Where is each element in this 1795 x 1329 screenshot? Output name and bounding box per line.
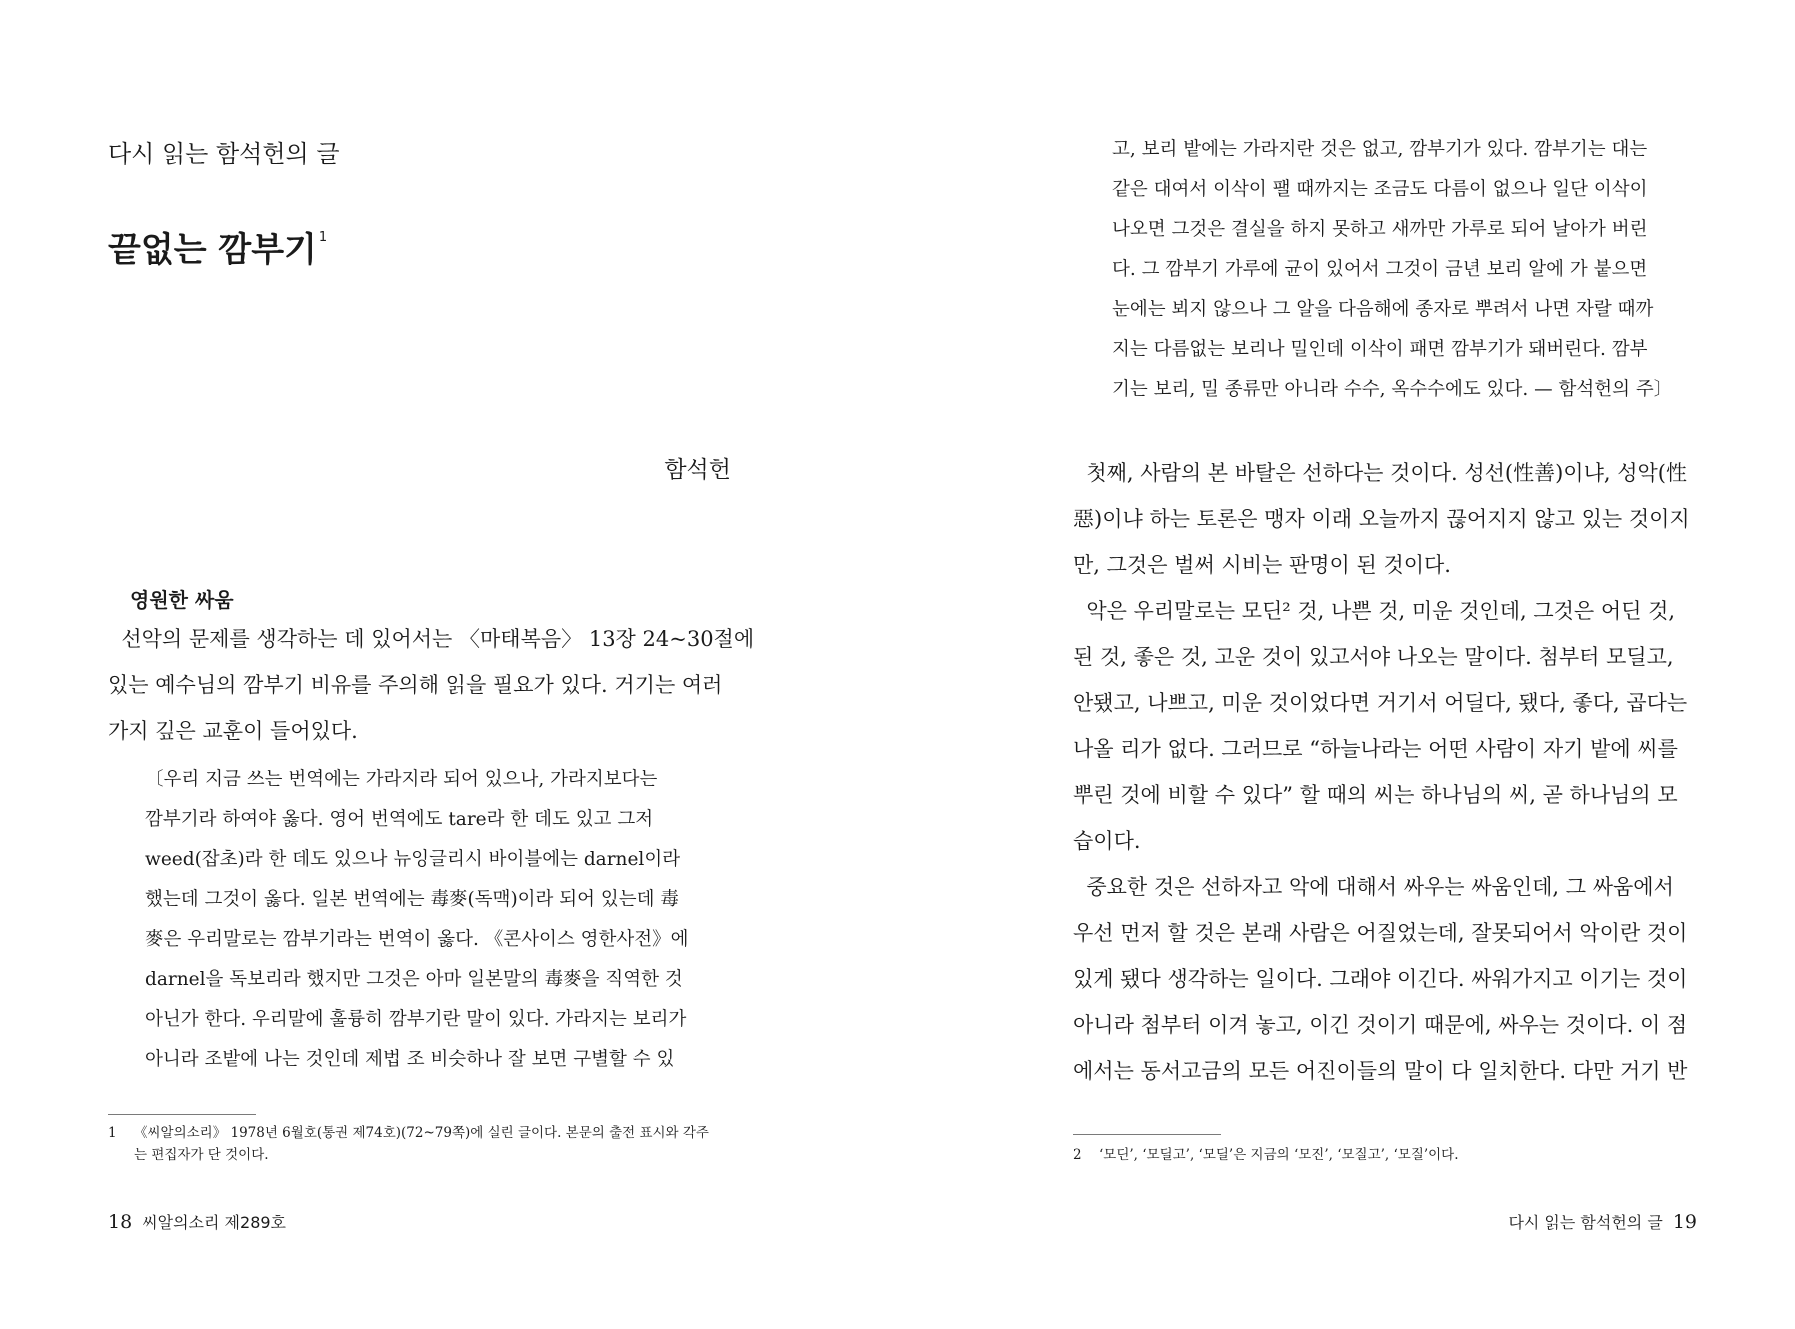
- article-title-text: 끝없는 깜부기: [108, 230, 317, 270]
- author-name: 함석헌: [664, 457, 731, 483]
- quote-line: 麥은 우리말로는 깜부기라는 번역이 옳다. 《콘사이스 영한사전》에: [145, 929, 689, 950]
- quote-line: 아니라 조밭에 나는 것인데 제법 조 비슷하나 잘 보면 구별할 수 있: [145, 1049, 675, 1070]
- footnote-number: 1: [108, 1125, 117, 1141]
- footnote-1: [108, 1122, 738, 1166]
- body-line: 우선 먼저 할 것은 본래 사람은 어질었는데, 잘못되어서 악이란 것이: [1073, 921, 1688, 945]
- body-line: 중요한 것은 선하자고 악에 대해서 싸우는 싸움인데, 그 싸움에서: [1073, 875, 1674, 899]
- footnote-divider: [1073, 1134, 1221, 1135]
- right-folio: [1508, 1210, 1697, 1233]
- body-line: 뿌린 것에 비할 수 있다” 할 때의 씨는 하나님의 씨, 곧 하나님의 모: [1073, 783, 1678, 807]
- quote-line: 했는데 그것이 옳다. 일본 번역에는 毒麥(독맥)이라 되어 있는데 毒: [145, 889, 679, 910]
- body-line: 악은 우리말로는 모딘² 것, 나쁜 것, 미운 것인데, 그것은 어딘 것,: [1073, 599, 1676, 623]
- quote-line: 나오면 그것은 결실을 하지 못하고 새까만 가루로 되어 날아가 버린: [1112, 219, 1648, 240]
- quote-line: 다. 그 깜부기 가루에 균이 있어서 그것이 금년 보리 알에 가 붙으면: [1112, 259, 1648, 280]
- body-line: 가지 깊은 교훈이 들어있다.: [108, 719, 358, 743]
- running-footer: 씨알의소리 제289호: [142, 1213, 287, 1232]
- quote-line: weed(잡초)라 한 데도 있으나 뉴잉글리시 바이블에는 darnel이라: [145, 849, 681, 870]
- running-footer: 다시 읽는 함석헌의 글: [1508, 1213, 1663, 1232]
- body-line: 된 것, 좋은 것, 고운 것이 있고서야 나오는 말이다. 첨부터 모딜고,: [1073, 645, 1674, 669]
- quote-line: 눈에는 뵈지 않으나 그 알을 다음해에 종자로 뿌려서 나면 자랄 때까: [1112, 299, 1654, 320]
- quote-line: 지는 다름없는 보리나 밀인데 이삭이 패면 깜부기가 돼버린다. 깜부: [1112, 339, 1648, 360]
- left-body-text: [108, 616, 755, 754]
- body-line: 있게 됐다 생각하는 일이다. 그래야 이긴다. 싸워가지고 이기는 것이: [1073, 967, 1688, 991]
- footnote-text: 《씨알의소리》 1978년 6월호(통권 제74호)(72~79쪽)에 실린 글이다. 본문의 출전 표시와 각주: [134, 1125, 709, 1141]
- footnote-2: [1073, 1144, 1703, 1166]
- body-line: 선악의 문제를 생각하는 데 있어서는 〈마태복음〉 13장 24~30절에: [108, 627, 755, 651]
- footnote-number: 2: [1073, 1147, 1082, 1163]
- title-footnote-mark[interactable]: 1: [318, 230, 328, 245]
- quote-line: 고, 보리 밭에는 가라지란 것은 없고, 깜부기가 있다. 깜부기는 대는: [1112, 139, 1648, 160]
- page-number: 19: [1672, 1211, 1697, 1233]
- body-line: 나올 리가 없다. 그러므로 “하늘나라는 어떤 사람이 자기 밭에 씨를: [1073, 737, 1678, 761]
- right-body-text: [1073, 450, 1698, 1094]
- footnote-divider: [108, 1114, 256, 1115]
- quote-line: darnel을 독보리라 했지만 그것은 아마 일본말의 毒麥을 직역한 것: [145, 969, 683, 990]
- quote-line: 기는 보리, 밀 종류만 아니라 수수, 옥수수에도 있다. — 함석헌의 주〕: [1112, 379, 1673, 400]
- footnote-text: ‘모딘’, ‘모딜고’, ‘모딜’은 지금의 ‘모진’, ‘모질고’, ‘모질’이다.: [1099, 1147, 1459, 1163]
- body-line: 惡)이냐 하는 토론은 맹자 이래 오늘까지 끊어지지 않고 있는 것이지: [1073, 507, 1690, 531]
- body-line: 만, 그것은 벌써 시비는 판명이 된 것이다.: [1073, 553, 1451, 577]
- article-title: [108, 222, 327, 271]
- footnote-text-continued: 는 편집자가 단 것이다.: [134, 1147, 269, 1163]
- quote-line: 〔우리 지금 쓰는 번역에는 가라지라 되어 있으나, 가라지보다는: [145, 769, 658, 790]
- series-title: 다시 읽는 함석헌의 글: [108, 140, 340, 168]
- page-number: 18: [108, 1211, 133, 1233]
- quote-line: 깜부기라 하여야 옳다. 영어 번역에도 tare라 한 데도 있고 그저: [145, 809, 654, 830]
- body-line: 안됐고, 나쁘고, 미운 것이었다면 거기서 어딜다, 됐다, 좋다, 곱다는: [1073, 691, 1688, 715]
- quote-line: 아닌가 한다. 우리말에 훌륭히 깜부기란 말이 있다. 가라지는 보리가: [145, 1009, 687, 1030]
- body-line: 에서는 동서고금의 모든 어진이들의 말이 다 일치한다. 다만 거기 반: [1073, 1059, 1688, 1083]
- body-line: 있는 예수님의 깜부기 비유를 주의해 읽을 필요가 있다. 거기는 여러: [108, 673, 723, 697]
- body-line: 습이다.: [1073, 829, 1141, 853]
- section-heading: 영원한 싸움: [130, 588, 234, 612]
- quote-line: 같은 대여서 이삭이 팰 때까지는 조금도 다름이 없으나 일단 이삭이: [1112, 179, 1648, 200]
- right-quote-block: [1112, 130, 1692, 410]
- body-line: 아니라 첨부터 이겨 놓고, 이긴 것이기 때문에, 싸우는 것이다. 이 점: [1073, 1013, 1688, 1037]
- left-quote-block: [145, 760, 715, 1080]
- left-folio: [108, 1210, 286, 1233]
- body-line: 첫째, 사람의 본 바탈은 선하다는 것이다. 성선(性善)이냐, 성악(性: [1073, 461, 1687, 485]
